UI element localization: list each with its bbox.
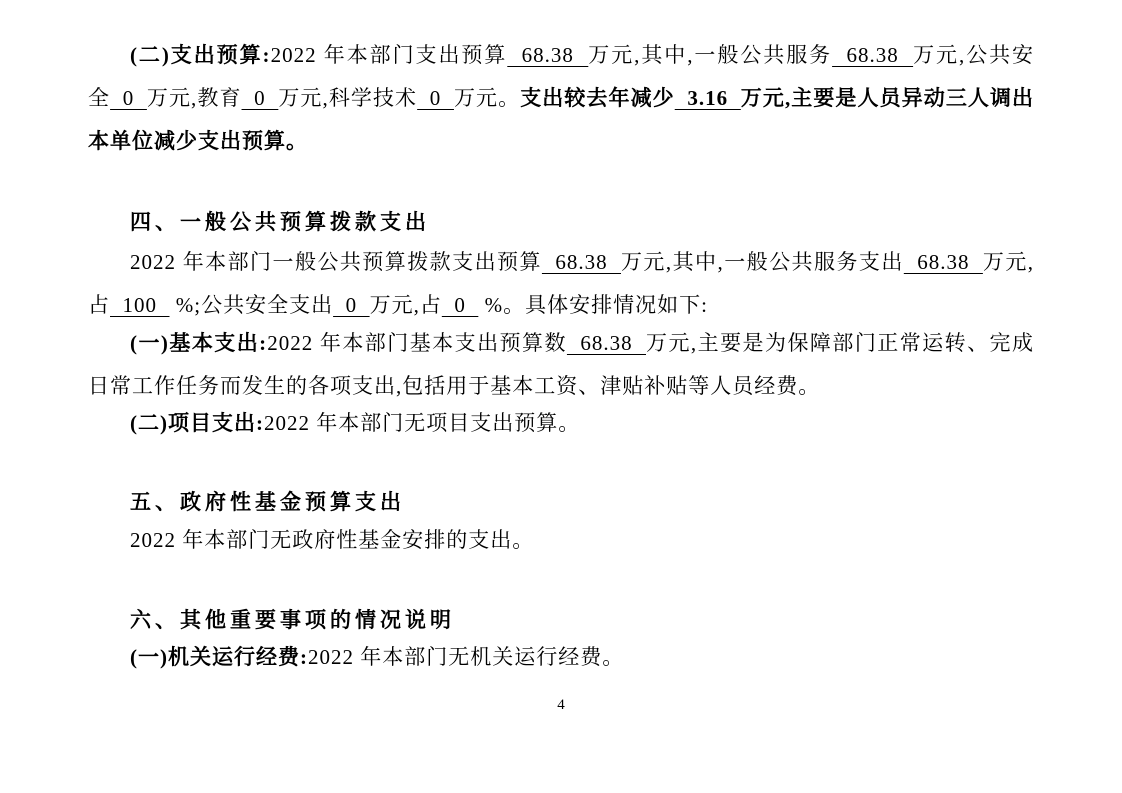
text-run: %;公共安全支出 [169,293,334,317]
para-basic-expenditure [88,322,1034,408]
text-run: 万元,其中,一般公共服务 [588,43,833,67]
para-agency-operating-funds [88,636,1034,679]
heading-government-fund-budget: 五、政府性基金预算支出 [130,491,405,514]
text-run: 2022 年本部门一般公共预算拨款支出预算 [130,250,542,274]
value-decrease-amount: 3.16 [674,86,741,110]
text-run: 万元,教育 [146,86,242,110]
text-run: 万元。 [453,86,521,110]
text-run: 2022 年本部门基本支出预算数 [267,331,567,355]
text-run: 2022 年本部门支出预算 [270,43,508,67]
label-basic-expenditure: (一)基本支出: [130,331,268,355]
value-general-public-service: 68.38 [832,43,914,67]
text-run: %。具体安排情况如下: [478,293,708,317]
text-run: 万元,其中,一般公共服务支出 [620,250,904,274]
para-project-expenditure [88,402,1034,445]
value-budget-total: 68.38 [541,250,621,274]
value-ps-percent: 0 [441,293,479,317]
page-content [88,0,1034,793]
value-total-expenditure: 68.38 [507,43,589,67]
text-run: 万元,占 [88,250,1035,317]
label-project-expenditure: (二)项目支出: [130,411,264,435]
value-gps-percent: 100 [110,293,170,317]
value-education: 0 [241,86,279,110]
text-run: 2022 年本部门无机关运行经费。 [307,645,625,669]
value-gps-expenditure: 68.38 [903,250,983,274]
text-run: 2022 年本部门无项目支出预算。 [263,411,581,435]
heading-general-public-budget-expenditure: 四、一般公共预算拨款支出 [130,211,430,234]
value-science-technology: 0 [417,86,454,110]
page-number: 4 [557,697,565,713]
heading-other-important-matters: 六、其他重要事项的情况说明 [130,609,455,632]
label-expenditure-budget: (二)支出预算: [130,43,271,67]
text-decrease-lead: 支出较去年减少 [520,86,675,110]
value-ps-expenditure: 0 [333,293,370,317]
text-run: 万元,主要是为保障部门正常运转、完成日常工作任务而发生的各项支出,包括用于基本工资、津贴补贴等人员经费。 [88,331,1035,398]
text-run: 万元,公共安全 [88,43,1035,110]
text-run: 万元,占 [369,293,442,317]
para-government-fund-detail: 2022 年本部门无政府性基金安排的支出。 [130,528,535,552]
text-run: 万元,科学技术 [278,86,418,110]
label-agency-operating-funds: (一)机关运行经费: [130,645,308,669]
value-public-security: 0 [110,86,147,110]
para-expenditure-budget [88,34,1034,163]
para-general-public-budget-detail [88,241,1034,327]
value-basic-expenditure: 68.38 [566,331,646,355]
text-decrease-reason: 万元,主要是人员异动三人调出本单位减少支出预算。 [88,86,1035,153]
